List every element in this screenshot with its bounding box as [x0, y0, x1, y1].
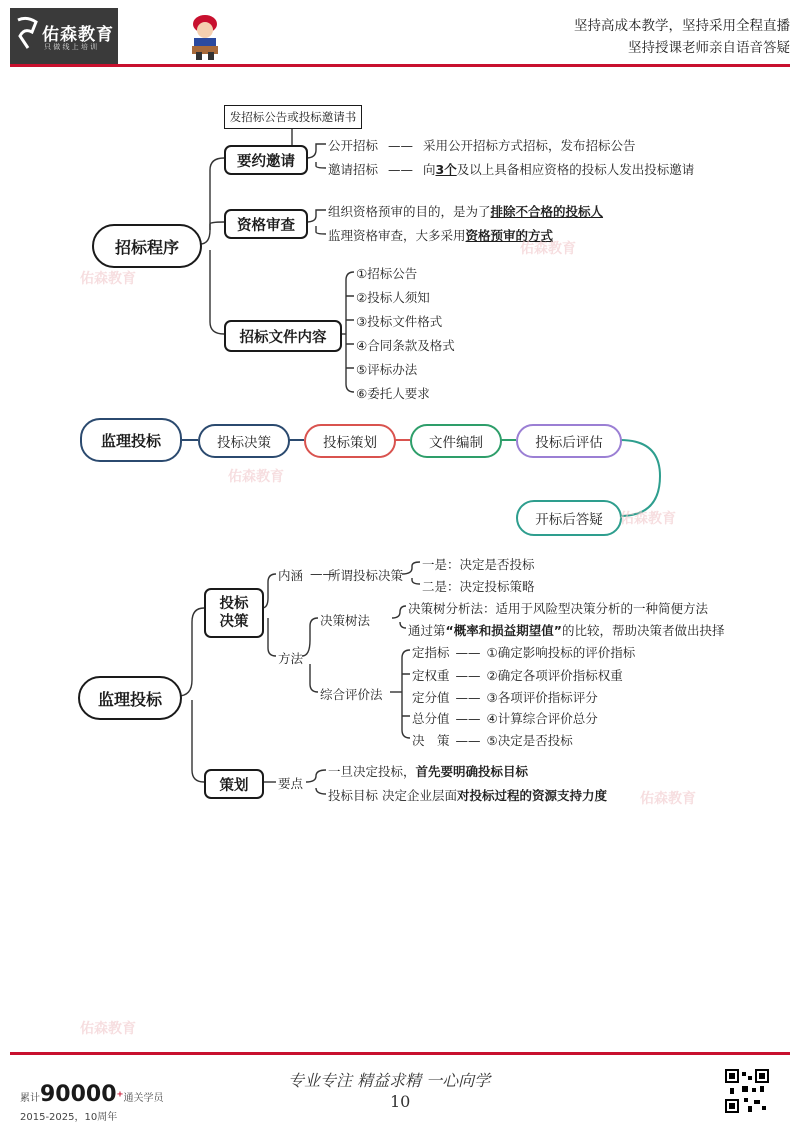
branch-bid-decision: 投标决策	[204, 588, 264, 638]
branch-qualification: 资格审查	[224, 209, 308, 239]
footer-motto: 专业专注 精益求精 一心向学	[288, 1071, 491, 1090]
watermark: 佑森教育	[80, 271, 136, 287]
qual-line-2: 监理资格审查，大多采用资格预审的方式	[328, 228, 554, 243]
connotation-two: 二是：决定投标策略	[422, 579, 535, 594]
doc-item-2: ②投标人须知	[356, 290, 430, 305]
watermark: 佑森教育	[640, 791, 696, 807]
slogan-line-1: 坚持高成本教学，坚持采用全程直播	[574, 18, 790, 34]
composite-step-4: 总分值 —— ④计算综合评价总分	[412, 711, 598, 726]
planning-line-2: 投标目标 决定企业层面对投标过程的资源支持力度	[328, 788, 607, 803]
branch-documents: 招标文件内容	[224, 320, 342, 352]
planning-line-1: 一旦决定投标，首先要明确投标目标	[328, 764, 529, 779]
doc-item-4: ④合同条款及格式	[356, 338, 455, 353]
footer-divider	[10, 1052, 790, 1055]
watermark: 佑森教育	[228, 469, 284, 485]
composite-method-label: 综合评价法	[320, 687, 383, 702]
qr-code-icon	[724, 1068, 770, 1114]
section3-root: 监理投标	[78, 676, 182, 720]
section2-root: 监理投标	[80, 418, 182, 462]
step-document-prep: 文件编制	[410, 424, 502, 458]
decision-tree-line-2: 通过第“概率和损益期望值”的比较，帮助决策者做出抉择	[408, 623, 725, 638]
step-post-evaluation: 投标后评估	[516, 424, 622, 458]
decision-tree-label: 决策树法	[320, 613, 371, 628]
composite-step-2: 定权重 —— ②确定各项评价指标权重	[412, 668, 623, 683]
section1-root: 招标程序	[92, 224, 202, 268]
doc-item-5: ⑤评标办法	[356, 362, 418, 377]
step-planning: 投标策划	[304, 424, 396, 458]
watermark: 佑森教育	[620, 511, 676, 527]
doc-item-6: ⑥委托人要求	[356, 386, 430, 401]
decision-tree-line-1: 决策树分析法：适用于风险型决策分析的一种简便方法	[408, 601, 709, 616]
invite-row-2: 邀请招标 —— 向3个及以上具备相应资格的投标人发出投标邀请	[328, 162, 695, 177]
footer-accumulated: 累计90000+通关学员	[20, 1082, 164, 1107]
composite-step-5: 决 策 —— ⑤决定是否投标	[412, 733, 573, 748]
step-decision: 投标决策	[198, 424, 290, 458]
composite-step-1: 定指标 —— ①确定影响投标的评价指标	[412, 645, 636, 660]
composite-step-3: 定分值 —— ③各项评价指标评分	[412, 690, 598, 705]
connotation-label: 内涵	[278, 568, 304, 583]
doc-item-1: ①招标公告	[356, 266, 418, 281]
slogan-line-2: 坚持授课老师亲自语音答疑	[628, 40, 790, 56]
step-post-opening-qa: 开标后答疑	[516, 500, 622, 536]
footer-years: 2015-2025，10周年	[20, 1112, 118, 1123]
page-number: 10	[390, 1092, 411, 1111]
doc-item-3: ③投标文件格式	[356, 314, 443, 329]
method-label: 方法	[278, 651, 304, 666]
branch-planning: 策划	[204, 769, 264, 799]
invite-row-1: 公开招标 —— 采用公开招标方式招标，发布招标公告	[328, 138, 636, 153]
watermark: 佑森教育	[520, 241, 576, 257]
so-called-label: 所谓投标决策	[328, 568, 404, 583]
connotation-sep: ——	[310, 566, 335, 581]
connotation-one: 一是：决定是否投标	[422, 557, 535, 572]
invite-callout: 发招标公告或投标邀请书	[224, 105, 362, 129]
logo-subtitle: 只 做 线 上 培 训	[44, 43, 98, 51]
branch-invite: 要约邀请	[224, 145, 308, 175]
qual-line-1: 组织资格预审的目的，是为了排除不合格的投标人	[328, 204, 604, 219]
planning-points-label: 要点	[278, 776, 304, 791]
logo-name: 佑森教育	[42, 25, 114, 45]
watermark: 佑森教育	[80, 1021, 136, 1037]
